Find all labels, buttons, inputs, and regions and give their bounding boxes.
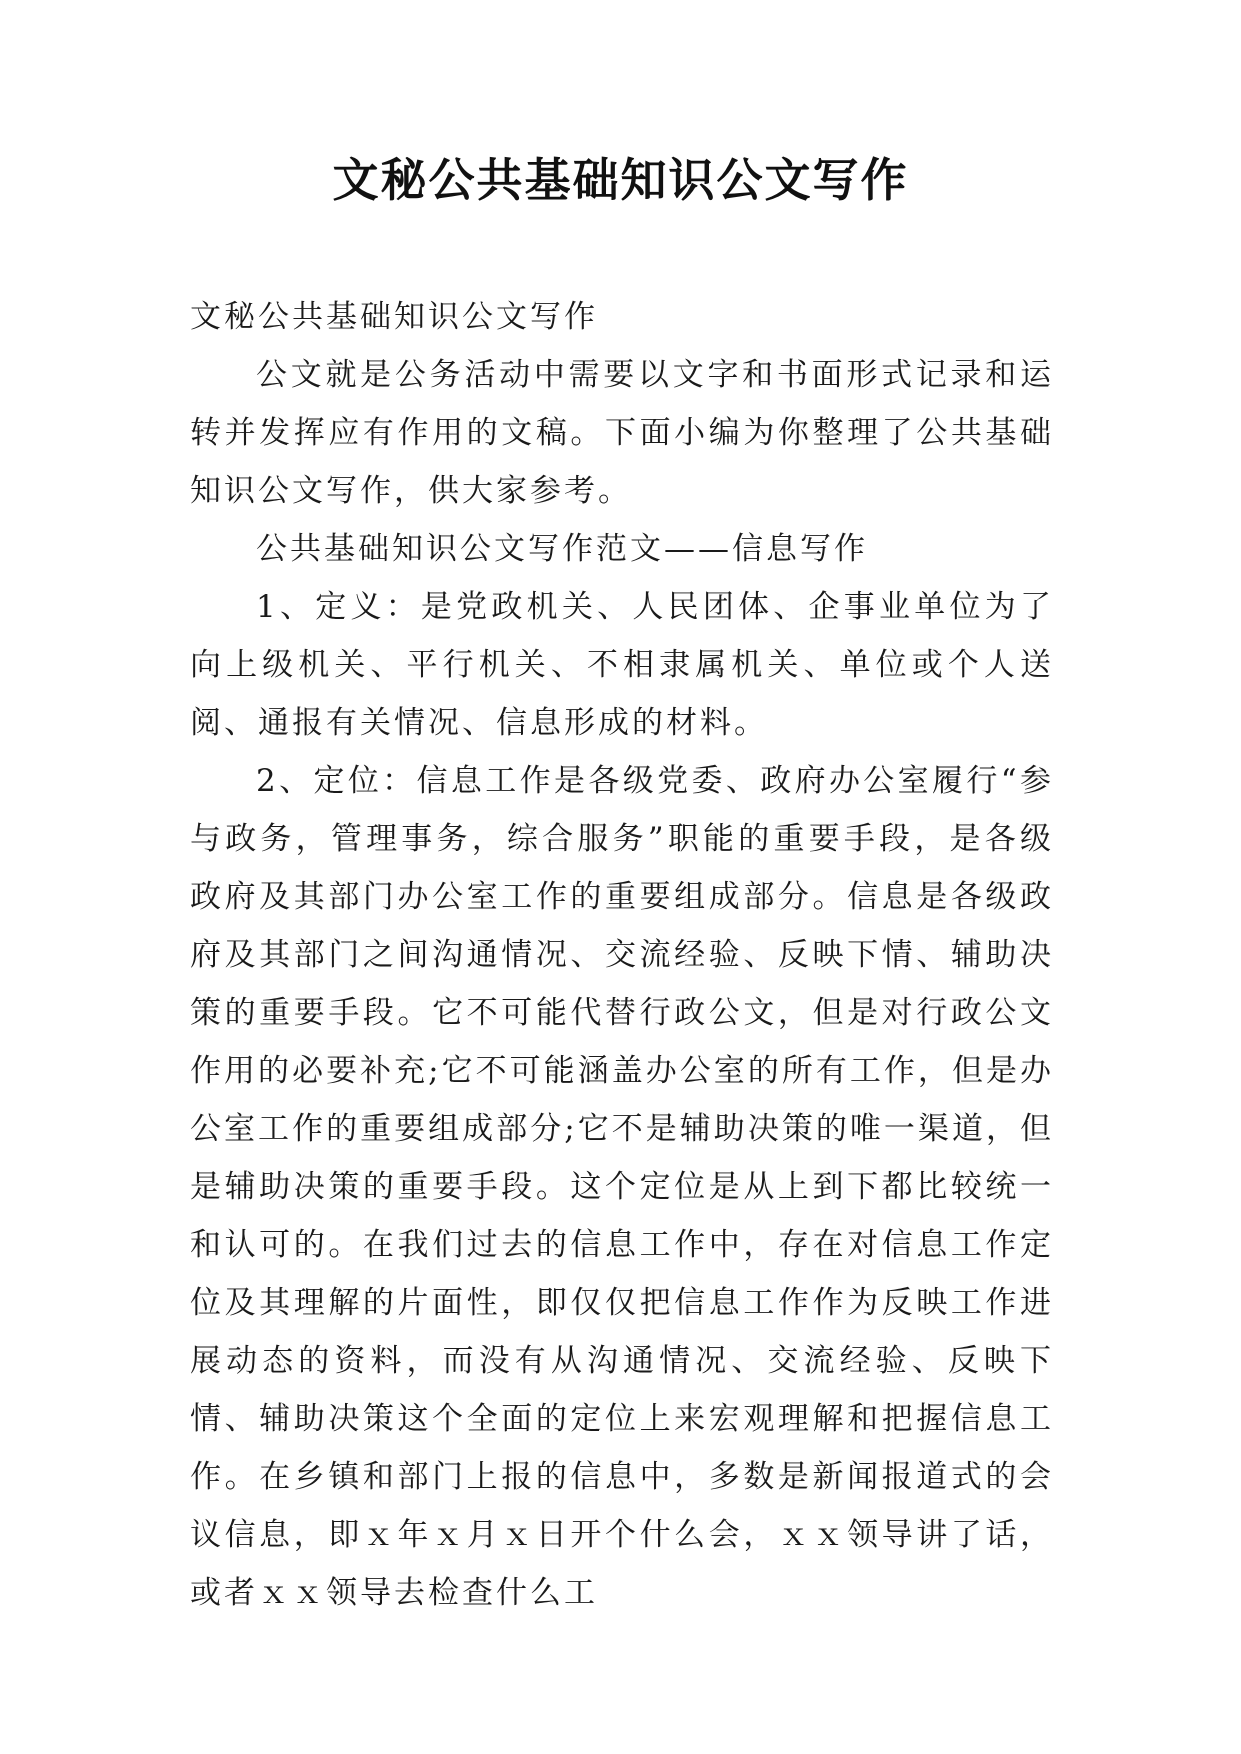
section-heading: 公共基础知识公文写作范文——信息写作 bbox=[256, 531, 868, 567]
positioning-paragraph: 2、定位：信息工作是各级党委、政府办公室履行“参与政务，管理事务，综合服务”职能的重要手段，是各级政府及其部门办公室工作的重要组成部分。信息是各级政府及其部门之间沟通情况、交流经验、反映下情、辅助决策的重要手段。它不可能代替行政公文，但是对行政公文作用的必要补充;它不可能涵盖办公室的所有工作，但是办公室工作的重要组成部分;它不是辅助决策的唯一渠道，但是辅助决策的重要手段。这个定位是从上到下都比较统一和认可的。在我们过去的信息工作中，存在对信息工作定位及其理解的片面性，即仅仅把信息工作作为反映工作进展动态的资料，而没有从沟通情况、交流经验、反映下情、辅助决策这个全面的定位上来宏观理解和把握信息工作。在乡镇和部门上报的信息中，多数是新闻报道式的会议信息，即ｘ年ｘ月ｘ日开个什么会，ｘｘ领导讲了话，或者ｘｘ领导去检查什么工 bbox=[190, 763, 1054, 1611]
intro-paragraph: 公文就是公务活动中需要以文字和书面形式记录和运转并发挥应有作用的文稿。下面小编为你整理了公共基础知识公文写作，供大家参考。 bbox=[190, 357, 1054, 509]
body-heading-line: 文秘公共基础知识公文写作 bbox=[190, 299, 598, 335]
definition-paragraph: 1、定义：是党政机关、人民团体、企事业单位为了向上级机关、平行机关、不相隶属机关、单位或个人送阅、通报有关情况、信息形成的材料。 bbox=[190, 589, 1054, 741]
document-title: 文秘公共基础知识公文写作 bbox=[332, 153, 909, 207]
document-body bbox=[190, 288, 1054, 1622]
